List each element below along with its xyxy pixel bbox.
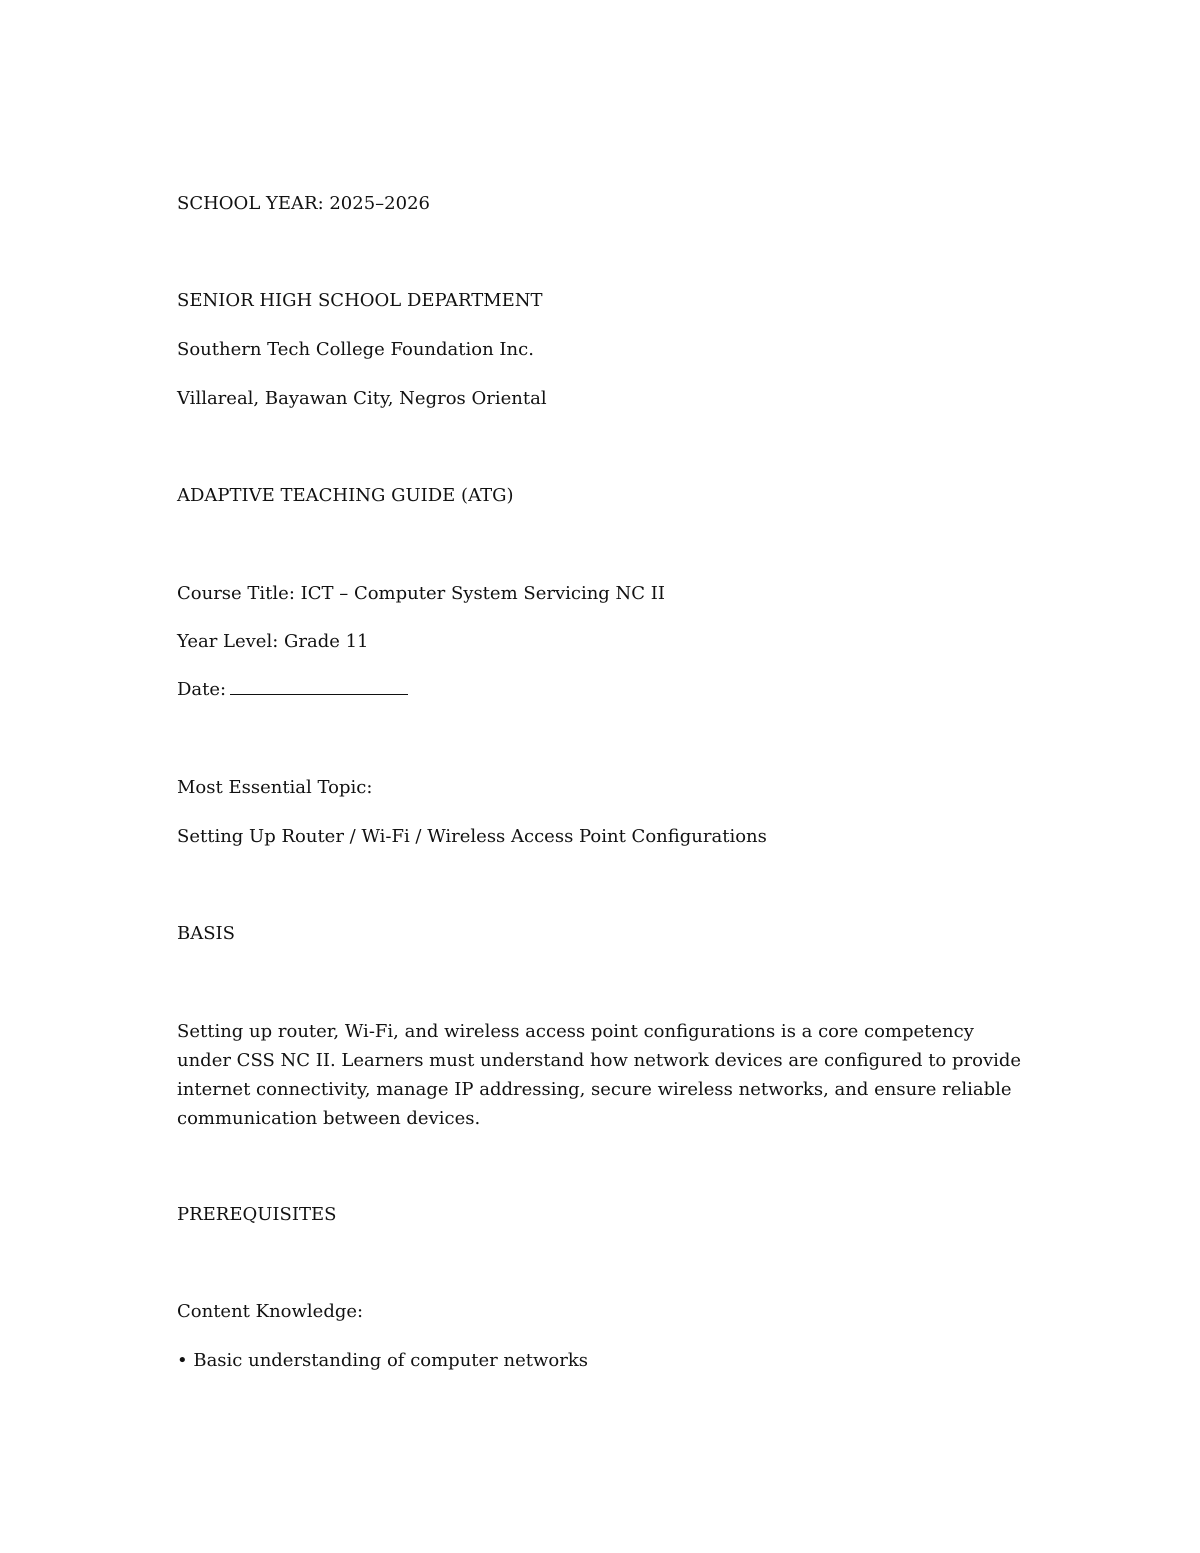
basis-heading: BASIS — [177, 923, 235, 944]
date-blank — [230, 678, 408, 695]
date-line — [177, 678, 408, 702]
prerequisites-heading: PREREQUISITES — [177, 1204, 337, 1225]
content-knowledge-label: Content Knowledge: — [177, 1301, 364, 1322]
basis-body: Setting up router, Wi-Fi, and wireless access point configurations is a core competency under CSS NC II. Learners must understand how network devices are configured to provide internet connectivity, manage IP addressing, secure wireless networks, and ensure reliable communication between devices. — [177, 1021, 1022, 1129]
institution-address: Villareal, Bayawan City, Negros Oriental — [177, 388, 547, 409]
department: SENIOR HIGH SCHOOL DEPARTMENT — [177, 290, 543, 311]
guide-title: ADAPTIVE TEACHING GUIDE (ATG) — [177, 485, 514, 506]
course-title: Course Title: ICT – Computer System Servicing NC II — [177, 583, 666, 604]
institution-name: Southern Tech College Foundation Inc. — [177, 339, 534, 360]
school-year: SCHOOL YEAR: 2025–2026 — [177, 193, 430, 214]
topic-label: Most Essential Topic: — [177, 777, 373, 798]
year-level: Year Level: Grade 11 — [177, 631, 369, 652]
list-item: • Basic understanding of computer networks — [177, 1350, 588, 1371]
topic-value: Setting Up Router / Wi-Fi / Wireless Access Point Configurations — [177, 826, 767, 847]
date-label: Date: — [177, 679, 227, 700]
